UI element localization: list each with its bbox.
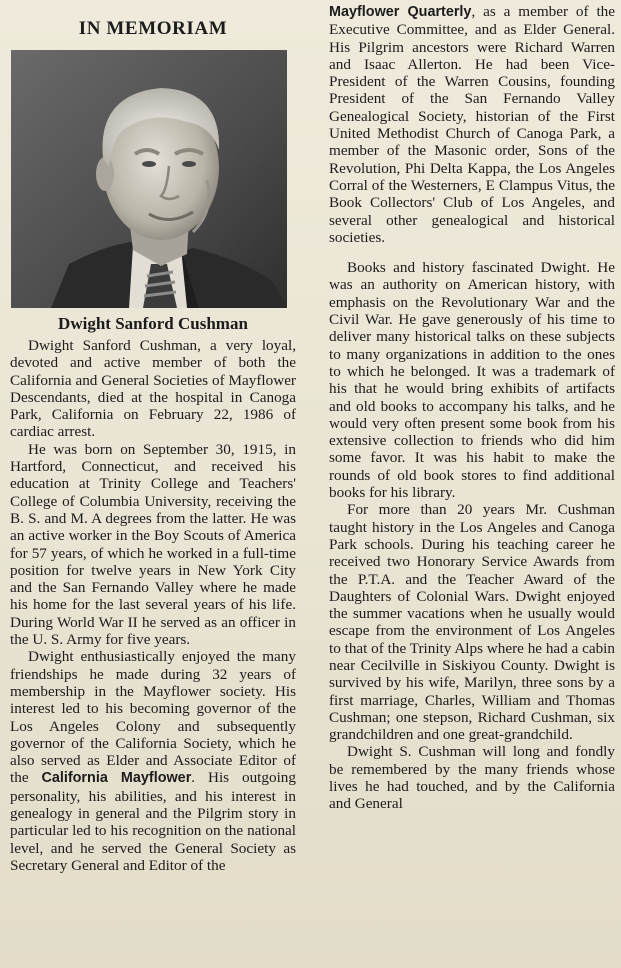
portrait-photo [11, 50, 287, 308]
page-heading: IN MEMORIAM [78, 18, 228, 39]
paragraph-gap [329, 246, 615, 259]
teaching-paragraph: For more than 20 years Mr. Cushman taught history in the Los Angeles and Canoga Park schools. During his teaching career he received two Honorary Service Awards from the P.T.A. and the Teacher Award of the Daughters of Colonial Wars. Dwight enjoyed the summer vacations when he usually would escape from the environment of Los Angeles to that of the Trinity Alps where he had a cabin near Cecilville in Siskiyou County. Dwight is survived by his wife, Marilyn, three sons by a first marriage, Charles, William and Thomas Cushman; one stepson, Richard Cushman, six grandchildren and one great-grandchild. [329, 501, 615, 744]
closing-paragraph: Dwight S. Cushman will long and fondly be remembered by the many friends whose lives he had touched, and by the California and General [329, 743, 615, 813]
mayflower-society-paragraph [10, 648, 296, 874]
history-paragraph: Books and history fascinated Dwight. He was an authority on American history, with emphasis on the Revolutionary War and the Civil War. He gave generously of his time to deliver many historical talks on these subjects to many organizations in addition to the ones to which he belonged. It was a trademark of his that he would bring exhibits of artifacts and old books to accompany his talks, and he would very often present some book from his extensive collection to friends who did him some favor. It was his habit to make the rounds of old book stores to find additional books for his library. [329, 259, 615, 502]
biography-paragraph: He was born on September 30, 1915, in Hartford, Connecticut, and received his education at Trinity College and Teachers' College of Columbia University, receiving the B. S. and M. A degrees from the latter. He was an active worker in the Boy Scouts of America for 57 years, of which he worked in a full-time position for twelve years in New York City and the San Fernando Valley where he made his home for the last several years of his life. During World War II he served as an officer in the U. S. Army for five years. [10, 440, 296, 649]
portrait-photo-illustration [11, 50, 287, 308]
paragraph-text: . His outgoing personality, his abilities, and his interest in genealogy in general and the Pilgrim story in particular led to his recognition on the national level, and he served the General Society as Secretary General and Editor of the [10, 769, 296, 874]
paragraph-text: Dwight enthusiastically enjoyed the many friendships he made during 32 years of membership in the Mayflower society. His interest led to his becoming governor of the Los Angeles Colony and subsequently governor of the California Society, which he also served as Elder and Associate Editor of the [10, 648, 296, 787]
publication-title: Mayflower Quarterly [329, 4, 472, 20]
mayflower-society-paragraph-continued [329, 3, 615, 246]
paragraph-text: , as a member of the Executive Committee, and as Elder General. His Pilgrim ancestors were Richard Warren and Isaac Allerton. He had been Vice-President of the Warren Cousins, founding President of the San Fernando Valley Genealogical Society, historian of the First United Methodist Church of Canoga Park, a member of the Masonic order, Sons of the Revolution, Phi Delta Kappa, the Los Angeles Corral of the Westerners, E Clampus Vitus, the Book Collectors' Club of Los Angeles, and several other genealogical and historical societies. [329, 3, 615, 246]
biography-paragraph: Dwight Sanford Cushman, a very loyal, devoted and active member of both the California and General Societies of Mayflower Descendants, died at the hospital in Canoga Park, California on February 22, 1986 of cardiac arrest. [10, 337, 296, 441]
publication-title: California Mayflower [41, 770, 192, 787]
left-column [10, 0, 296, 968]
right-column [329, 0, 615, 968]
person-name: Dwight Sanford Cushman [58, 314, 248, 333]
